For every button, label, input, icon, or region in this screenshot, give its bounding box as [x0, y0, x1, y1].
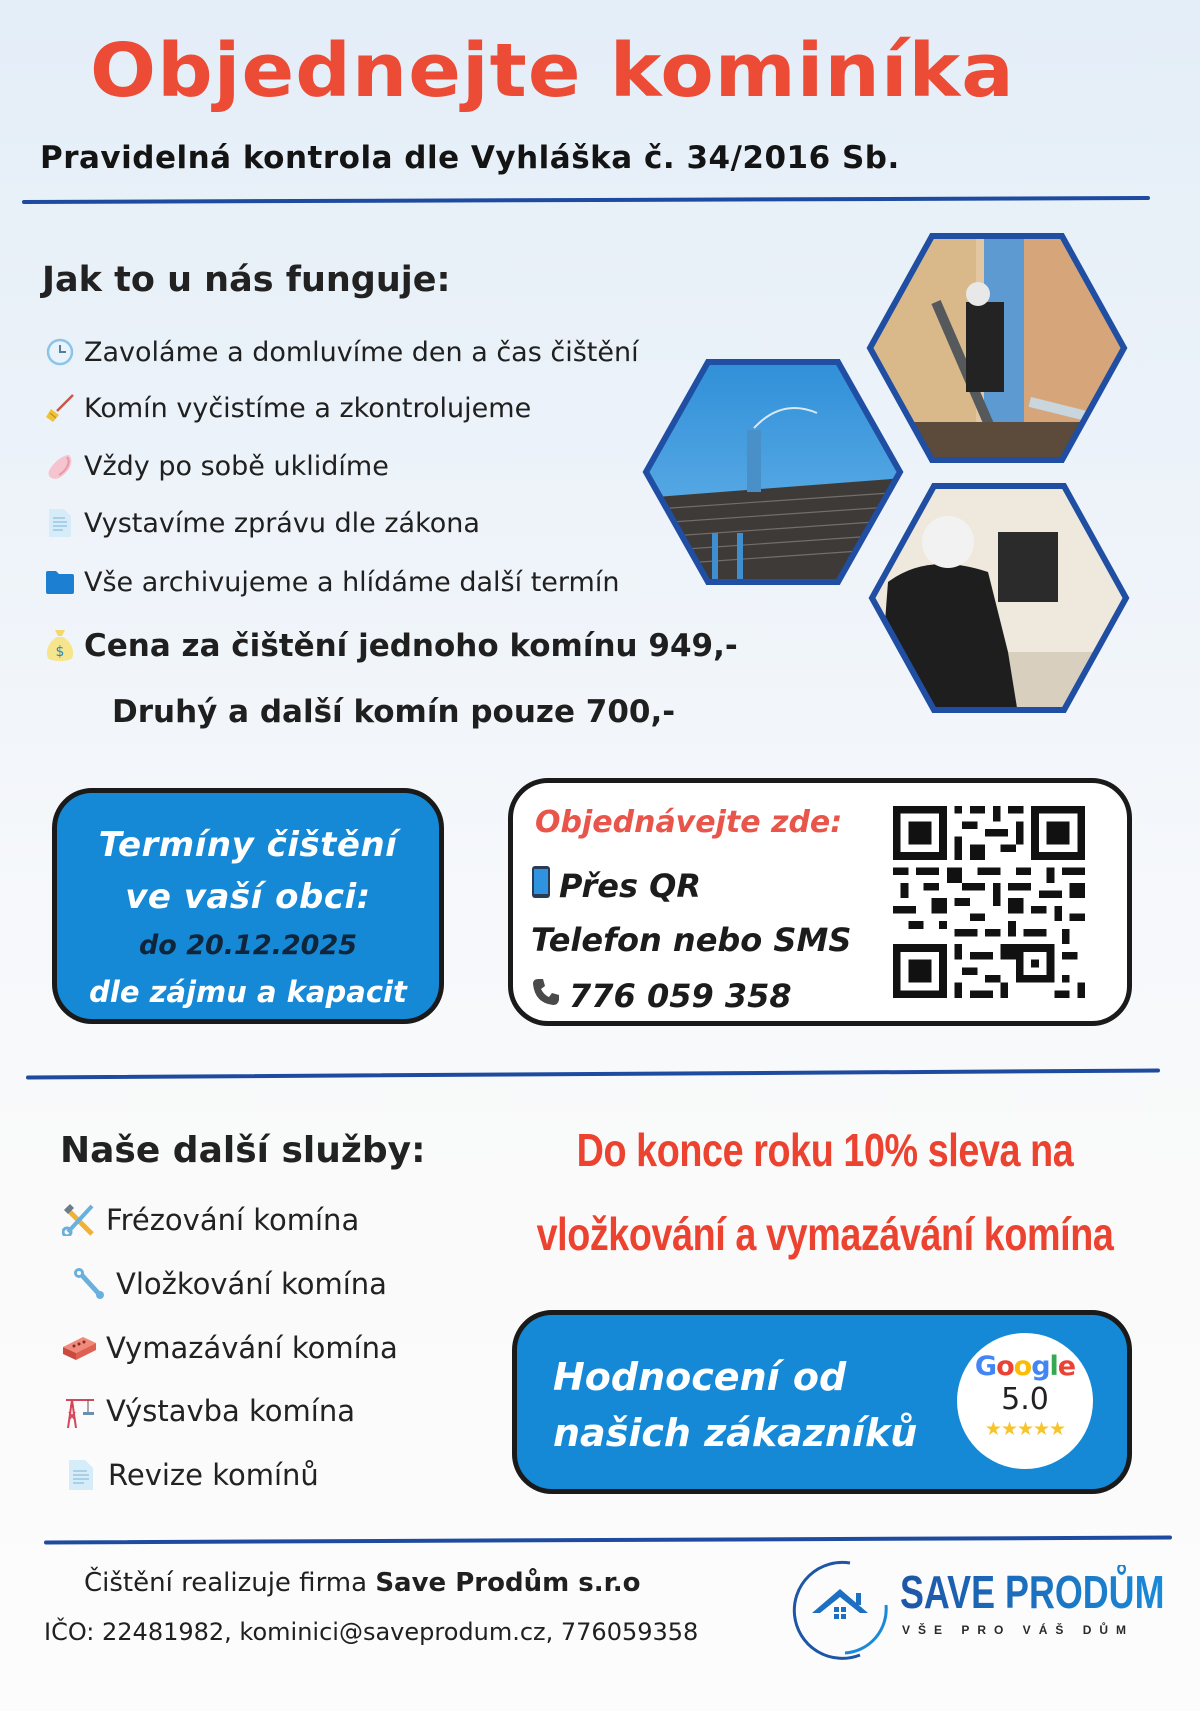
service-item: [70, 1266, 387, 1302]
page-title: Objednejte kominíka: [90, 28, 1015, 114]
promo-banner: [534, 1108, 1116, 1276]
step-label: Vše archivujeme a hlídáme další termín: [84, 566, 620, 598]
service-item: [60, 1330, 398, 1366]
price-second: Druhý a další komín pouze 700,-: [112, 694, 676, 730]
step-label: Komín vyčistíme a zkontrolujeme: [84, 392, 532, 424]
google-rating-badge: [957, 1333, 1093, 1469]
step-item: [44, 450, 389, 482]
footer-prefix: Čištění realizuje firma: [84, 1568, 368, 1598]
step-label: Zavoláme a domluvíme den a čas čištění: [84, 336, 639, 368]
clock-icon: [44, 336, 76, 368]
qr-code[interactable]: [893, 805, 1085, 999]
hammer-wrench-icon: [60, 1202, 98, 1238]
step-item: [44, 566, 619, 598]
crane-icon: [60, 1393, 98, 1429]
order-box: [508, 778, 1132, 1026]
company-name: Save Prodům s.r.o: [375, 1568, 641, 1598]
logo-brand-text: SAVE PRODŮM: [900, 1566, 1165, 1618]
dates-line-1: Termíny čištění: [98, 825, 398, 865]
service-item: [60, 1393, 355, 1429]
divider: [22, 196, 1150, 204]
footer-contact-line: IČO: 22481982, kominici@saveprodum.cz, 776059358: [44, 1618, 699, 1646]
step-item: [44, 392, 531, 424]
step-label: Vystavíme zprávu dle zákona: [84, 507, 480, 539]
promo-line-1: Do konce roku 10% sleva na: [576, 1124, 1074, 1176]
order-phone: [531, 977, 792, 1015]
service-label: Vymazávání komína: [106, 1331, 398, 1365]
rating-score: 5.0: [1001, 1382, 1049, 1417]
price-main-label: Cena za čištění jednoho komínu 949,-: [84, 628, 738, 664]
dates-deadline: do 20.12.2025: [138, 930, 358, 961]
service-label: Revize komínů: [108, 1458, 319, 1492]
how-it-works-heading: Jak to u nás funguje:: [42, 260, 451, 300]
page-subtitle: Pravidelná kontrola dle Vyhláška č. 34/2016 Sb.: [40, 140, 900, 176]
service-label: Výstavba komína: [106, 1394, 355, 1428]
step-item: [44, 507, 480, 539]
services-heading: Naše další služby:: [60, 1130, 426, 1171]
photo-chimney-sweep-ladder: [866, 232, 1128, 464]
review-line-2: našich zákazníků: [553, 1411, 918, 1455]
house-logo-icon: [790, 1555, 900, 1665]
dates-line-4: dle zájmu a kapacit: [89, 975, 407, 1009]
folder-icon: [44, 566, 76, 598]
mobile-phone-icon: [531, 865, 551, 907]
service-label: Frézování komína: [106, 1203, 360, 1237]
promo-line-2: vložkování a vymazávání komína: [536, 1208, 1114, 1260]
broom-icon: [44, 392, 76, 424]
service-item: [60, 1202, 359, 1238]
order-title: Objednávejte zde:: [535, 805, 843, 840]
star-rating-icon: ★★★★★: [984, 1419, 1066, 1440]
customer-review-box[interactable]: [512, 1310, 1132, 1494]
step-item: [44, 336, 639, 368]
order-qr-label: Přes QR: [559, 867, 701, 905]
order-phone-label: Telefon nebo SMS: [531, 921, 852, 959]
step-label: Vždy po sobě uklidíme: [84, 450, 389, 482]
soap-icon: [44, 450, 76, 482]
divider: [26, 1069, 1160, 1080]
service-item: [62, 1457, 319, 1493]
phone-number-link[interactable]: 776 059 358: [569, 977, 792, 1015]
wrench-icon: [70, 1266, 108, 1302]
cleaning-dates-box: [52, 788, 444, 1024]
phone-icon: [531, 977, 561, 1015]
service-label: Vložkování komína: [116, 1267, 387, 1301]
google-logo-icon: Google: [974, 1351, 1076, 1382]
logo-tagline: VŠE PRO VÁŠ DŮM: [902, 1623, 1135, 1637]
photo-roof-chimney: [642, 358, 904, 586]
money-bag-icon: [44, 630, 76, 662]
footer-company-line: [84, 1568, 640, 1598]
order-via-qr: [531, 865, 701, 907]
brick-icon: [60, 1330, 98, 1366]
review-line-1: Hodnocení od: [553, 1355, 847, 1399]
divider: [44, 1536, 1172, 1545]
svg-text:$: $: [55, 644, 65, 660]
review-text: [553, 1349, 917, 1461]
document-icon: [44, 507, 76, 539]
dates-line-2: ve vaší obci:: [125, 877, 371, 917]
document-icon: [62, 1457, 100, 1493]
price-main: [44, 628, 738, 664]
photo-chimney-sweep-indoor: [868, 482, 1130, 714]
save-produm-logo: [790, 1555, 1165, 1665]
